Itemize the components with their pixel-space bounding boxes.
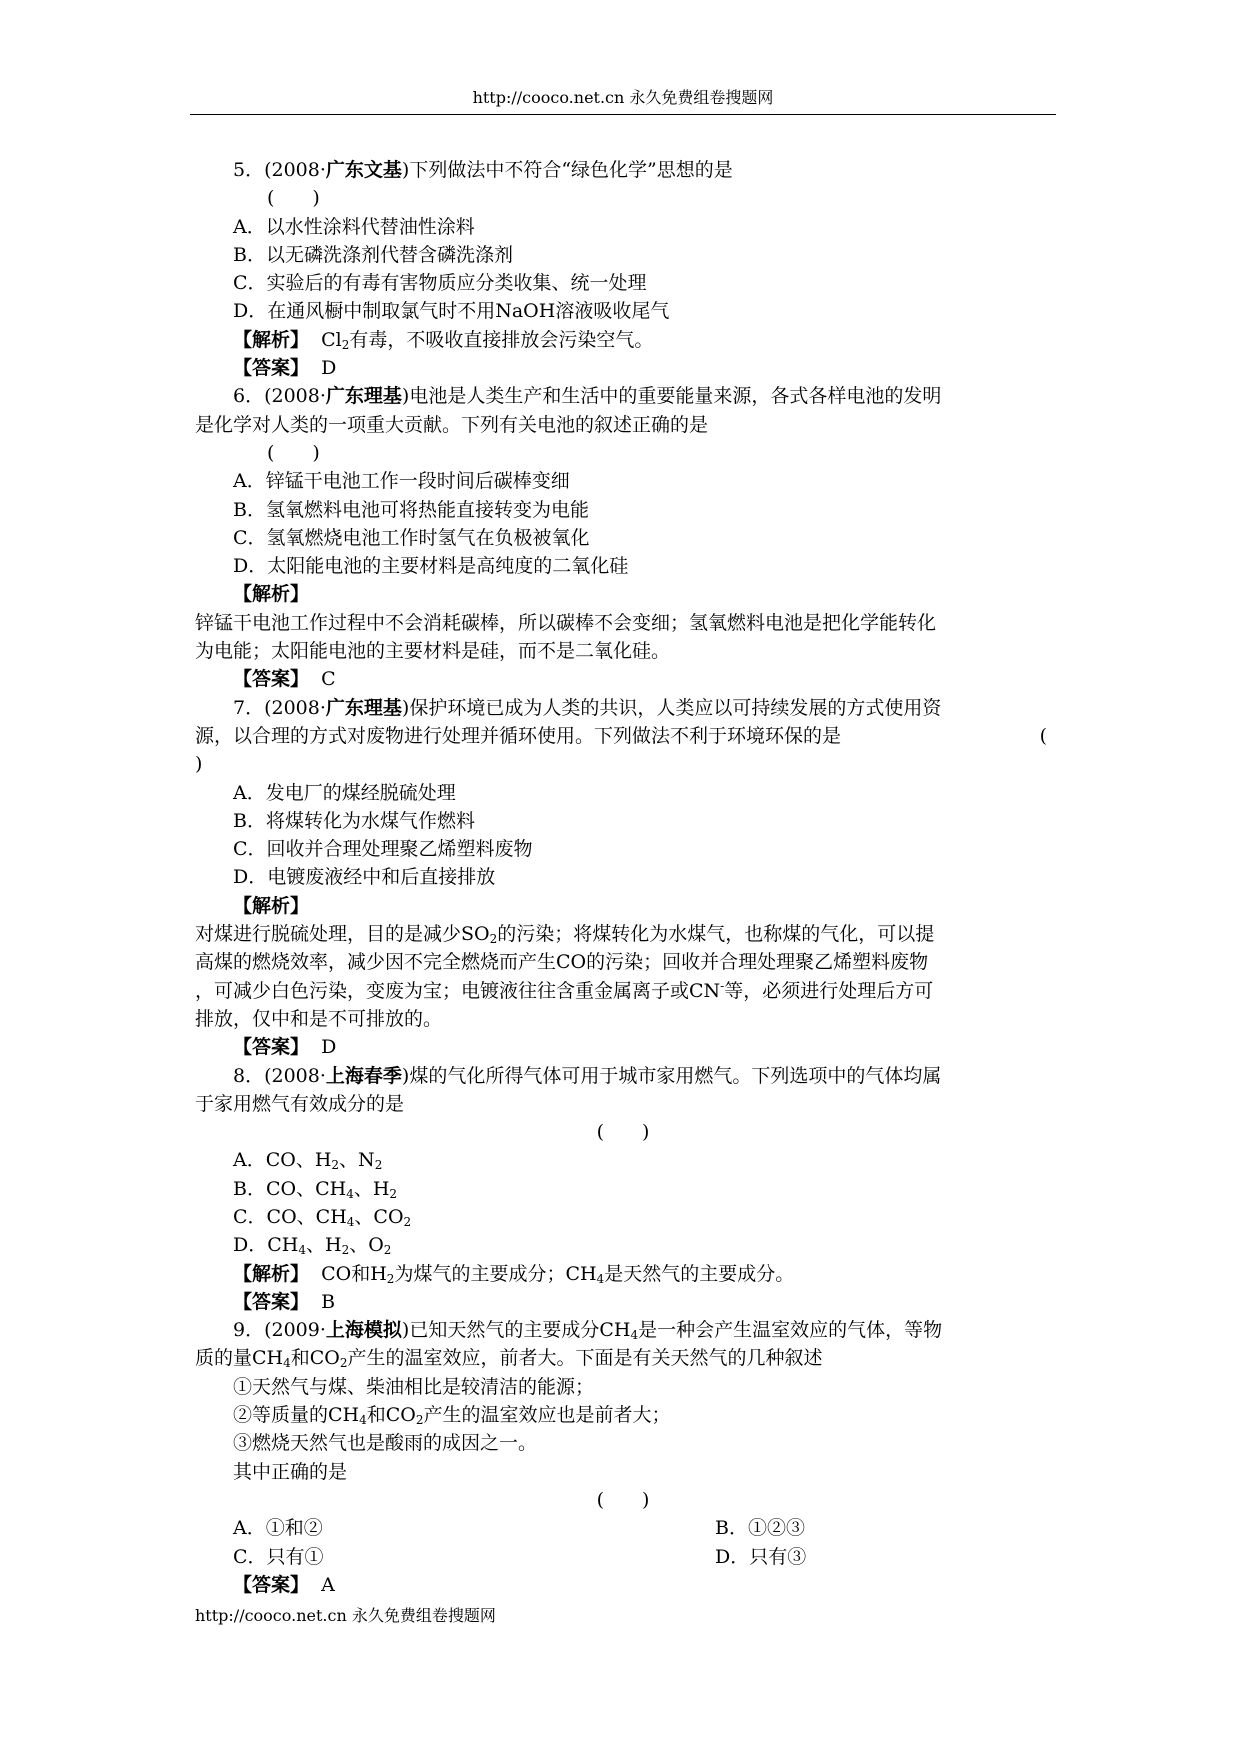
subscript: 4	[630, 1328, 639, 1343]
answer-label: 【答案】	[233, 1036, 310, 1059]
q6-option-b: B．氢氧燃料电池可将热能直接转变为电能	[233, 498, 589, 521]
subscript: 2	[389, 1186, 398, 1201]
q5-answer-value: D	[321, 357, 337, 380]
q8-answer	[195, 1288, 1051, 1316]
option-text: 、CO	[354, 1205, 404, 1228]
q7-option-a: A．发电厂的煤经脱硫处理	[233, 781, 456, 804]
q9-option-d: D．只有③	[715, 1545, 807, 1568]
q7-answer	[195, 1033, 1051, 1061]
subscript: 4	[298, 1243, 306, 1258]
q8-stem	[195, 1062, 1051, 1090]
q9-options-row-1	[195, 1514, 1051, 1542]
page-header: http://cooco.net.cn 永久免费组卷搜题网	[472, 88, 774, 107]
q9-answer	[195, 1571, 1051, 1599]
q9-number: 9．(2009·	[233, 1319, 326, 1342]
q8-analysis	[195, 1260, 1051, 1288]
q9-answer-paren: ( )	[596, 1488, 650, 1511]
q6-analysis-line-1: 锌锰干电池工作过程中不会消耗碳棒，所以碳棒不会变细；氢氧燃料电池是把化学能转化	[195, 611, 937, 634]
q7-option-b: B．将煤转化为水煤气作燃料	[233, 809, 475, 832]
q7-paren-close: )	[195, 753, 203, 776]
q9-option-c: C．只有①	[233, 1545, 324, 1568]
q8-source: 上海春季	[325, 1064, 402, 1087]
subscript: 4	[346, 1214, 355, 1229]
q5-analysis-text: 有毒，不吸收直接排放会污染空气。	[349, 328, 654, 351]
q7-analysis-text: 等，必须进行处理后方可	[724, 979, 934, 1002]
q8-analysis-text: CO和H	[321, 1262, 387, 1285]
q5-option-a: A．以水性涂料代替油性涂料	[233, 215, 475, 238]
superscript: -	[720, 978, 725, 993]
analysis-label: 【解析】	[233, 894, 310, 917]
q8-analysis-text: 为煤气的主要成分；CH	[394, 1262, 597, 1285]
answer-label: 【答案】	[233, 357, 310, 380]
q5-answer	[195, 354, 1051, 382]
q6-option-c: C．氢氧燃烧电池工作时氢气在负极被氧化	[233, 526, 590, 549]
q7-analysis-line-4: 排放，仅中和是不可排放的。	[195, 1007, 443, 1030]
subscript: 4	[359, 1413, 367, 1428]
q5-answer-paren: ( )	[267, 187, 320, 210]
option-text: 、H	[305, 1234, 342, 1257]
q6-stem	[195, 382, 1051, 410]
q9-options-row-2	[195, 1543, 1051, 1571]
subscript: 2	[331, 1158, 340, 1173]
q9-statement-text: 产生的温室效应也是前者大；	[423, 1404, 671, 1427]
q8-answer-paren: ( )	[596, 1121, 650, 1144]
subscript: 2	[383, 1243, 392, 1258]
q7-analysis-text: ，可减少白色污染，变废为宝；电镀液往往含重金属离子或CN	[195, 979, 721, 1002]
answer-label: 【答案】	[233, 1573, 310, 1596]
q9-stem	[195, 1316, 1051, 1344]
subscript: 2	[341, 1243, 350, 1258]
q9-question: 其中正确的是	[233, 1460, 348, 1483]
q9-statement-3: ③燃烧天然气也是酸雨的成因之一。	[233, 1432, 538, 1455]
q8-stem-text: )煤的气化所得气体可用于城市家用燃气。下列选项中的气体均属	[401, 1064, 942, 1087]
q7-option-c: C．回收并合理处理聚乙烯塑料废物	[233, 838, 533, 861]
q9-option-a: A．①和②	[233, 1517, 323, 1540]
q5-option-b: B．以无磷洗涤剂代替含磷洗涤剂	[233, 243, 513, 266]
subscript: 2	[339, 1356, 348, 1371]
q8-analysis-text: 是天然气的主要成分。	[604, 1262, 795, 1285]
analysis-label: 【解析】	[233, 328, 310, 351]
analysis-label: 【解析】	[233, 1262, 310, 1285]
analysis-label: 【解析】	[233, 583, 310, 606]
q6-analysis-label	[195, 580, 1051, 608]
q7-answer-value: D	[321, 1036, 337, 1059]
subscript: 2	[386, 1271, 395, 1286]
subscript: 2	[341, 337, 350, 352]
q7-stem-cont	[195, 722, 1051, 750]
q6-answer-paren: ( )	[267, 441, 320, 464]
q9-statement-text: ②等质量的CH	[233, 1404, 360, 1427]
q9-statement-1: ①天然气与煤、柴油相比是较清洁的能源；	[233, 1375, 595, 1398]
q6-stem-cont: 是化学对人类的一项重大贡献。下列有关电池的叙述正确的是	[195, 413, 709, 436]
q8-option-a	[195, 1146, 1051, 1174]
q7-analysis-line-3	[195, 977, 1051, 1005]
q5-option-c: C．实验后的有毒有害物质应分类收集、统一处理	[233, 272, 647, 295]
q7-analysis-text: 的污染；将煤转化为水煤气，也称煤的气化，可以提	[497, 923, 935, 946]
q9-stem-text: )已知天然气的主要成分CH	[401, 1319, 631, 1342]
q5-analysis	[195, 326, 1051, 354]
q6-number: 6．(2008·	[233, 385, 326, 408]
subscript: 2	[403, 1214, 412, 1229]
q7-stem	[195, 694, 1051, 722]
q8-option-d	[195, 1231, 1051, 1259]
subscript: 4	[596, 1271, 605, 1286]
subscript: 2	[489, 932, 498, 947]
option-text: 、N	[339, 1149, 375, 1172]
q9-statement-2	[195, 1401, 1051, 1429]
q8-number: 8．(2008·	[233, 1064, 326, 1087]
q7-stem-text: 源，以合理的方式对废物进行处理并循环使用。下列做法不利于环境环保的是	[195, 724, 842, 747]
q7-option-d: D．电镀废液经中和后直接排放	[233, 866, 496, 889]
q6-answer	[195, 665, 1051, 693]
answer-label: 【答案】	[233, 668, 310, 691]
q7-analysis-line-2: 高煤的燃烧效率，减少因不完全燃烧而产生CO的污染；回收并合理处理聚乙烯塑料废物	[195, 951, 929, 974]
subscript: 4	[283, 1356, 291, 1371]
q9-stem-text: 和CO	[290, 1347, 340, 1370]
q6-option-d: D．太阳能电池的主要材料是高纯度的二氧化硅	[233, 555, 629, 578]
subscript: 2	[415, 1413, 424, 1428]
q7-paren-open: (	[1039, 724, 1047, 747]
q5-analysis-text: Cl	[321, 328, 342, 351]
q6-answer-value: C	[321, 668, 336, 691]
q8-answer-value: B	[321, 1290, 336, 1313]
q7-source: 广东理基	[325, 696, 402, 719]
subscript: 4	[346, 1186, 354, 1201]
q8-stem-cont: 于家用燃气有效成分的是	[195, 1092, 405, 1115]
q5-option-d: D．在通风橱中制取氯气时不用NaOH溶液吸收尾气	[233, 300, 670, 323]
option-text: B．CO、CH	[233, 1177, 347, 1200]
header-rule	[190, 114, 1056, 115]
q8-option-c	[195, 1203, 1051, 1231]
q5-number: 5．(2008·	[233, 159, 326, 181]
q5-stem	[195, 156, 1051, 184]
q6-option-a: A．锌锰干电池工作一段时间后碳棒变细	[233, 470, 570, 493]
q9-option-b: B．①②③	[715, 1517, 805, 1540]
q9-stem-cont	[195, 1344, 1051, 1372]
q7-analysis-label	[195, 892, 1051, 920]
q9-statement-text: 和CO	[366, 1404, 416, 1427]
q6-source: 广东理基	[325, 385, 402, 408]
q7-analysis-line-1	[195, 920, 1051, 948]
q9-stem-text: 质的量CH	[195, 1347, 284, 1370]
page-footer: http://cooco.net.cn 永久免费组卷搜题网	[195, 1606, 496, 1625]
q5-stem-text: )下列做法中不符合“绿色化学”思想的是	[401, 159, 733, 181]
q9-stem-text: 是一种会产生温室效应的气体，等物	[638, 1319, 943, 1342]
answer-label: 【答案】	[233, 1290, 310, 1313]
option-text: 、O	[349, 1234, 384, 1257]
q7-number: 7．(2008·	[233, 696, 326, 719]
q6-stem-text: )电池是人类生产和生活中的重要能量来源，各式各样电池的发明	[401, 385, 942, 408]
q7-analysis-text: 对煤进行脱硫处理，目的是减少SO	[195, 923, 490, 946]
q9-source: 上海模拟	[325, 1319, 402, 1342]
option-text: D．CH	[233, 1234, 299, 1257]
q6-analysis-line-2: 为电能；太阳能电池的主要材料是硅，而不是二氧化硅。	[195, 640, 671, 663]
document-body	[195, 156, 1051, 1599]
q9-answer-value: A	[321, 1573, 335, 1596]
option-text: A．CO、H	[233, 1149, 332, 1172]
subscript: 2	[374, 1158, 383, 1173]
option-text: 、H	[353, 1177, 390, 1200]
q7-stem-text: )保护环境已成为人类的共识，人类应以可持续发展的方式使用资	[401, 696, 942, 719]
q9-stem-text: 产生的温室效应，前者大。下面是有关天然气的几种叙述	[347, 1347, 823, 1370]
option-text: C．CO、CH	[233, 1205, 347, 1228]
q5-source: 广东文基	[325, 159, 402, 181]
q8-option-b	[195, 1175, 1051, 1203]
